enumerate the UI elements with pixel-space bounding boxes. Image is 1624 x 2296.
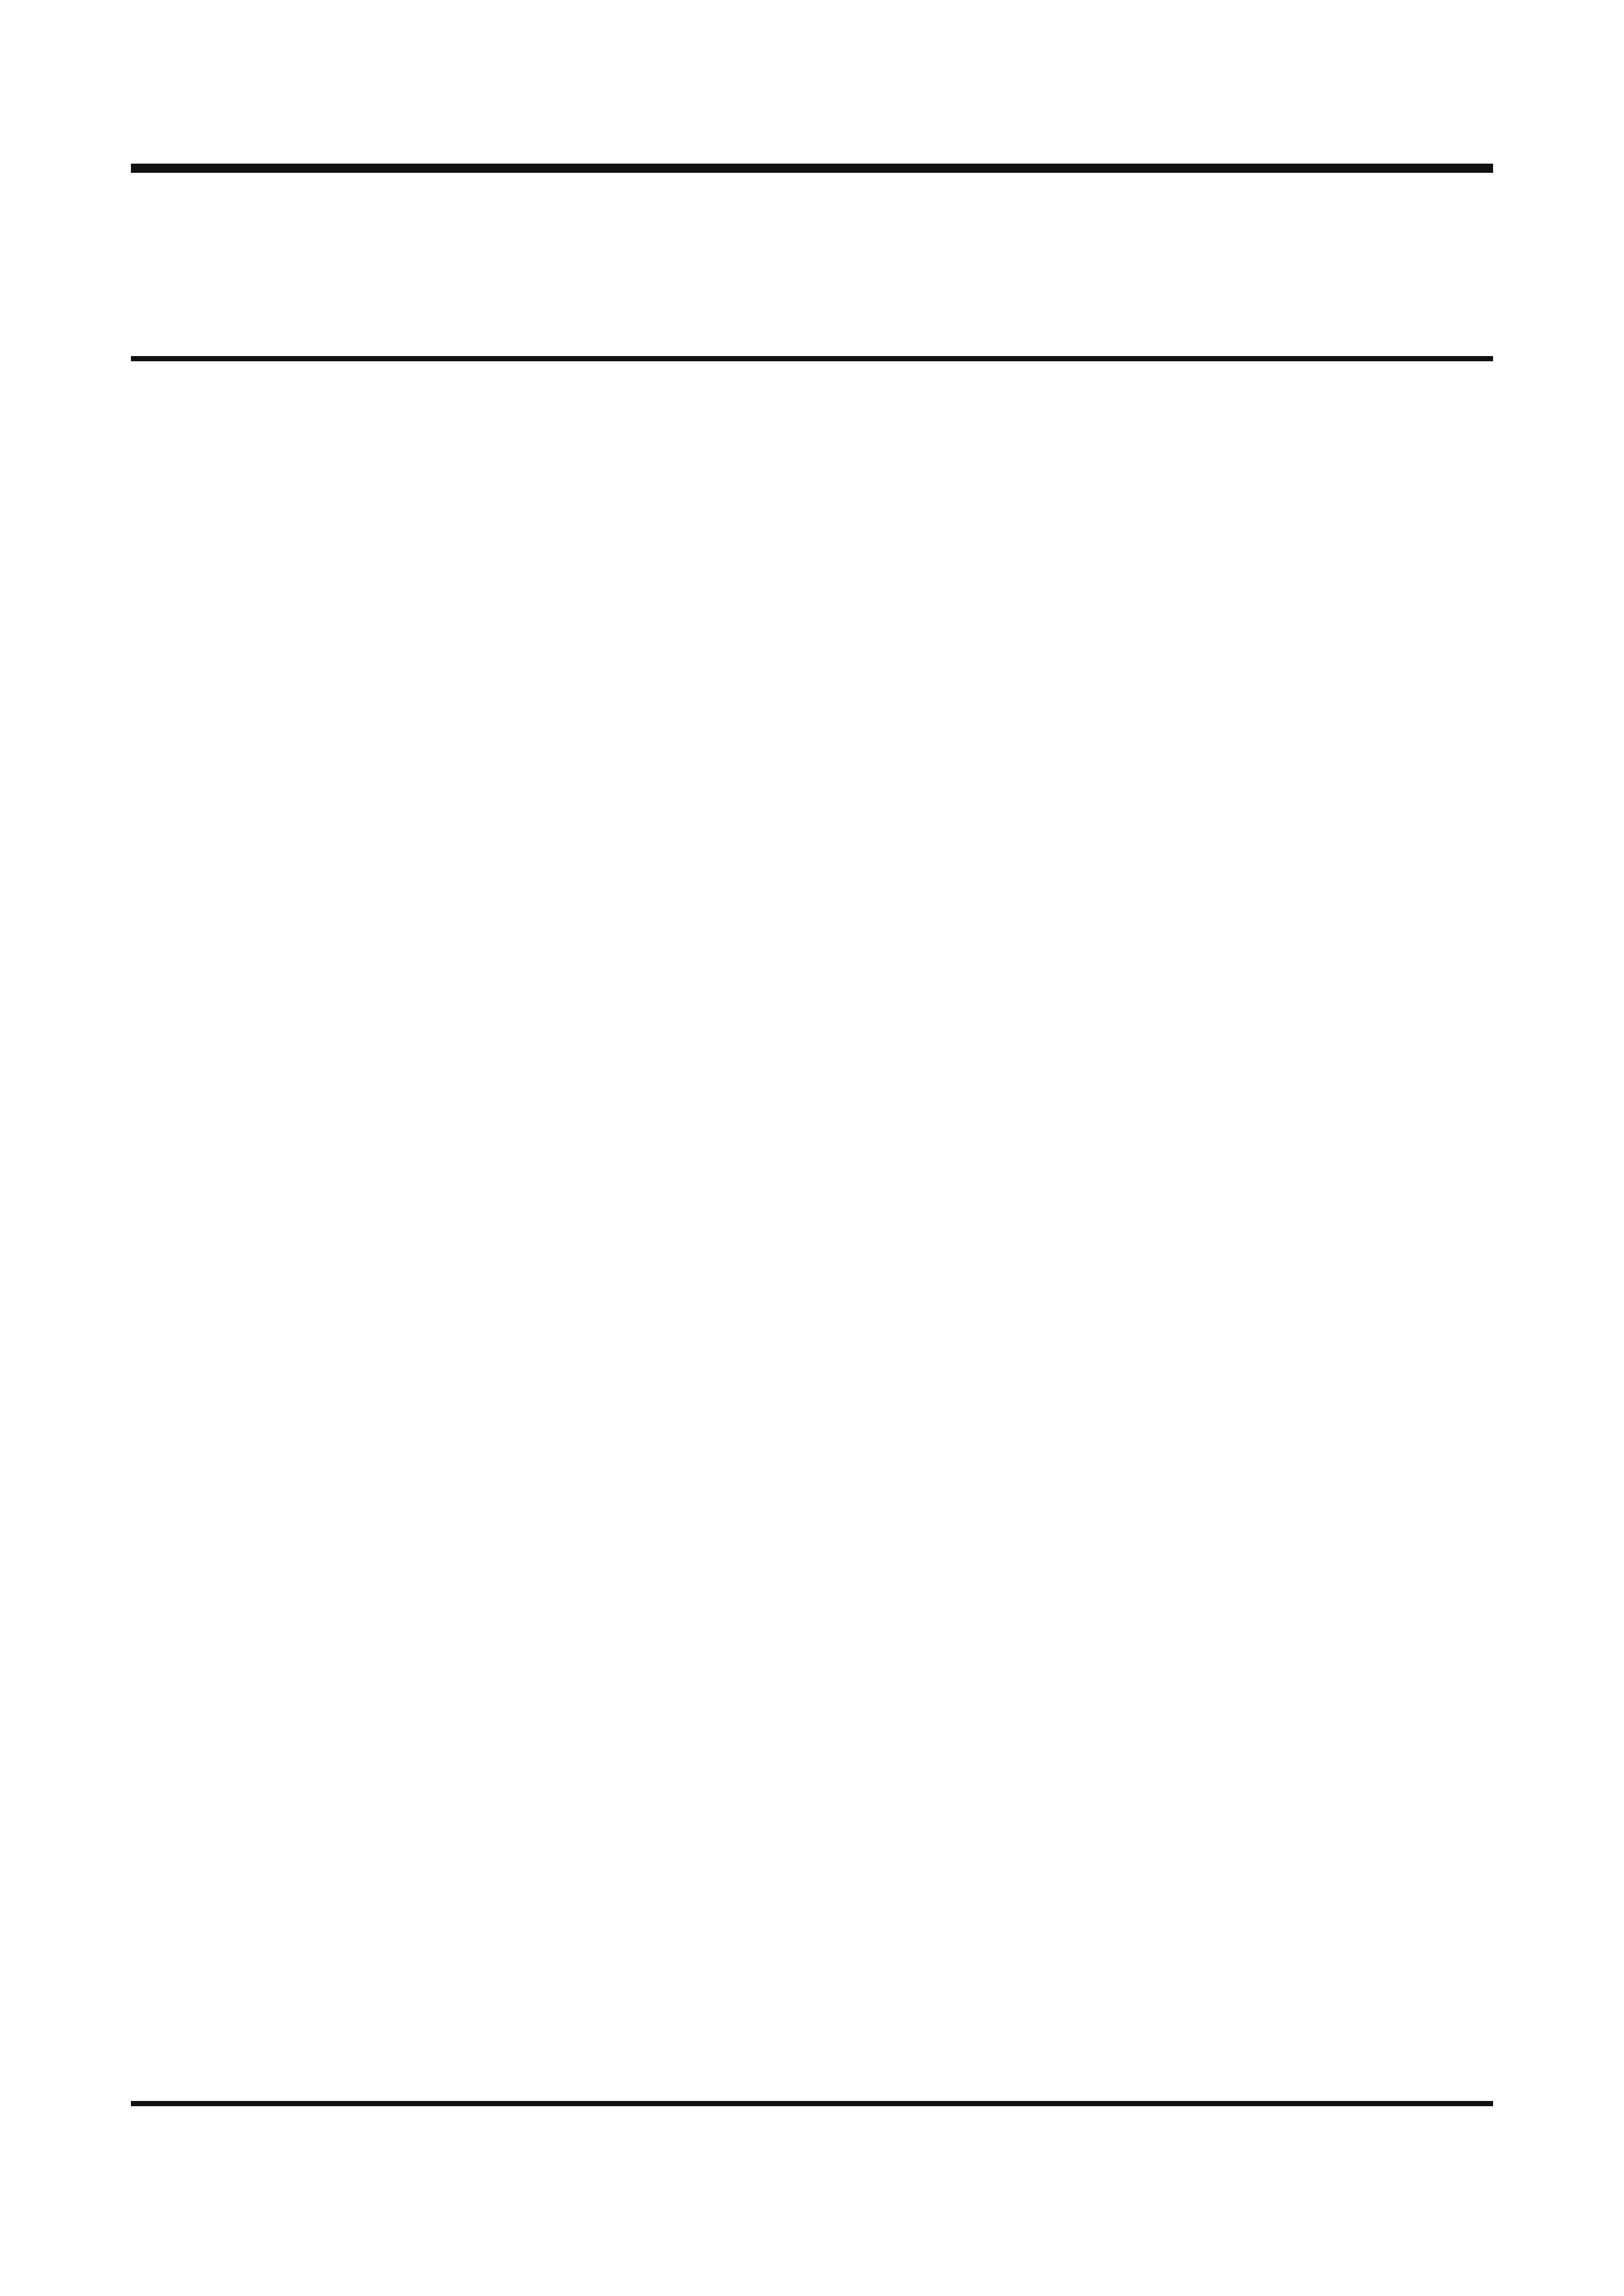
header-rule [131,164,1493,173]
footer-rule [131,2101,1493,2106]
title-left [131,251,1080,271]
effective-date-line [131,394,1493,419]
title-rule [131,356,1493,361]
page-footer [131,2101,1493,2152]
title-block [131,251,1493,278]
